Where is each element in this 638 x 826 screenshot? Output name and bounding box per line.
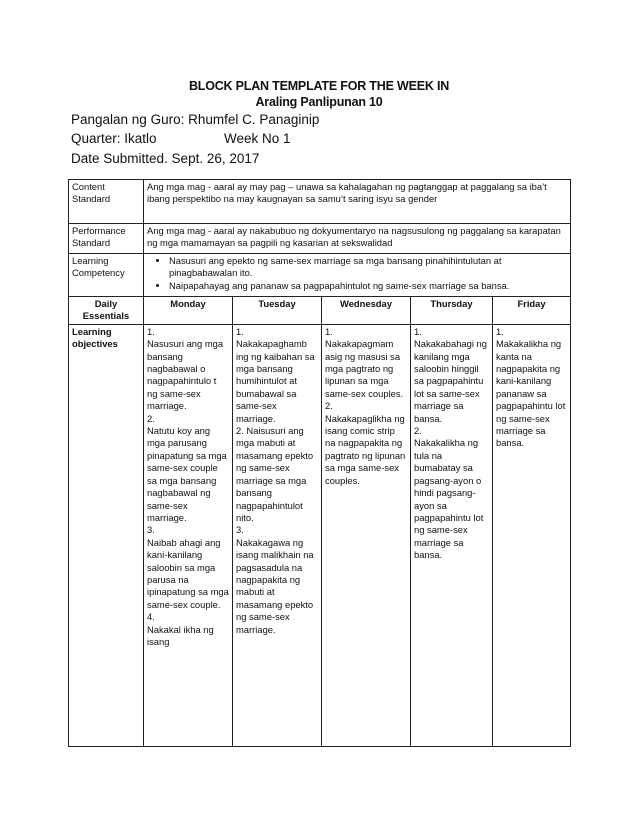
document-title: BLOCK PLAN TEMPLATE FOR THE WEEK IN	[188, 79, 450, 93]
learning-objectives-label: Learning objectives	[69, 324, 144, 746]
objectives-monday: 1. Nasusuri ang mga bansang nagbabawal o nagpapahintulo t ng same-sex marriage. 2. Natutu koy ang mga parusang pinapatung sa mga same-sex couple sa mga bansang nagbabawal ng same-sex marriage. 3. Naibab ahagi ang kani-kanilang saloobin sa mga parusa na ipinapatung sa mga same-sex couple. 4. Nakakal ikha ng isang	[144, 324, 233, 746]
learning-competency-label: Learning Competency	[69, 254, 144, 297]
teacher-name: Pangalan ng Guro: Rhumfel C. Panaginip	[71, 112, 320, 127]
learning-competency-row	[69, 254, 571, 297]
learning-competency-cell	[144, 254, 571, 297]
performance-standard-row	[69, 224, 571, 254]
objectives-tuesday: 1. Nakakapaghamb ing ng kaibahan sa mga bansang humihintulot at bumabawal sa same-sex marriage. 2. Naisusuri ang mga mabuti at masamang epekto ng same-sex marriage sa mga bansang nagpapahintulot nito. 3. Nakakagawa ng isang malikhain na pagsasadula na nagpapakita ng mabuti at masamang epekto ng same-sex marriage.	[233, 324, 322, 746]
day-header-row	[69, 297, 571, 325]
competency-item: • Nasusuri ang epekto ng same-sex marriage sa mga bansang pinahihintulutan at pinagbabawalan ito.	[169, 255, 567, 280]
objectives-thursday: 1. Nakakabahagi ng kanilang mga saloobin hinggil sa pagpapahintu lot sa same-sex marriage sa bansa. 2. Nakakalikha ng tula na bumabatay sa pagsang-ayon o hindi pagsang-ayon sa pagpapahintu lot ng same-sex marriage sa bansa.	[411, 324, 493, 746]
day-header-wednesday: Wednesday	[322, 297, 411, 325]
daily-essentials-header: Daily Essentials	[69, 297, 144, 325]
performance-standard-label: Performance Standard	[69, 224, 144, 254]
objectives-wednesday: 1. Nakakapagmam asig ng masusi sa mga pagtrato ng lipunan sa mga same-sex couples. 2. Nakakapaglikha ng isang comic strip na nagpapakita ng pagtrato ng lipunan sa mga same-sex couples.	[322, 324, 411, 746]
block-plan-table	[68, 179, 571, 747]
quarter-label: Quarter: Ikatlo	[71, 131, 157, 146]
performance-standard-text: Ang mga mag - aaral ay nakabubuo ng dokyumentaryo na nagsusulong ng paggalang sa karapatan ng mga mamamayan sa pagpili ng kasarian at sekswalidad	[144, 224, 571, 254]
competency-item: • Naipapahayag ang pananaw sa pagpapahintulot ng same-sex marriage sa bansa.	[169, 280, 567, 292]
document-subtitle: Araling Panlipunan 10	[255, 95, 383, 109]
content-standard-text: Ang mga mag - aaral ay may pag – unawa sa kahalagahan ng pagtanggap at paggalang sa iba’t ibang perspektibo na may kaugnayan sa samu’t saring isyu sa gender	[144, 180, 571, 224]
date-submitted: Date Submitted. Sept. 26, 2017	[71, 151, 260, 166]
competency-list	[147, 255, 567, 292]
day-header-monday: Monday	[144, 297, 233, 325]
content-standard-row	[69, 180, 571, 224]
day-header-friday: Friday	[493, 297, 571, 325]
learning-objectives-row	[69, 324, 571, 746]
day-header-tuesday: Tuesday	[233, 297, 322, 325]
quarter-week-line	[71, 131, 291, 146]
week-label: Week No 1	[224, 131, 291, 146]
objectives-friday: 1. Makakalikha ng kanta na nagpapakita ng kani-kanilang pananaw sa pagpapahintu lot ng same-sex marriage sa bansa.	[493, 324, 571, 746]
day-header-thursday: Thursday	[411, 297, 493, 325]
content-standard-label: Content Standard	[69, 180, 144, 224]
